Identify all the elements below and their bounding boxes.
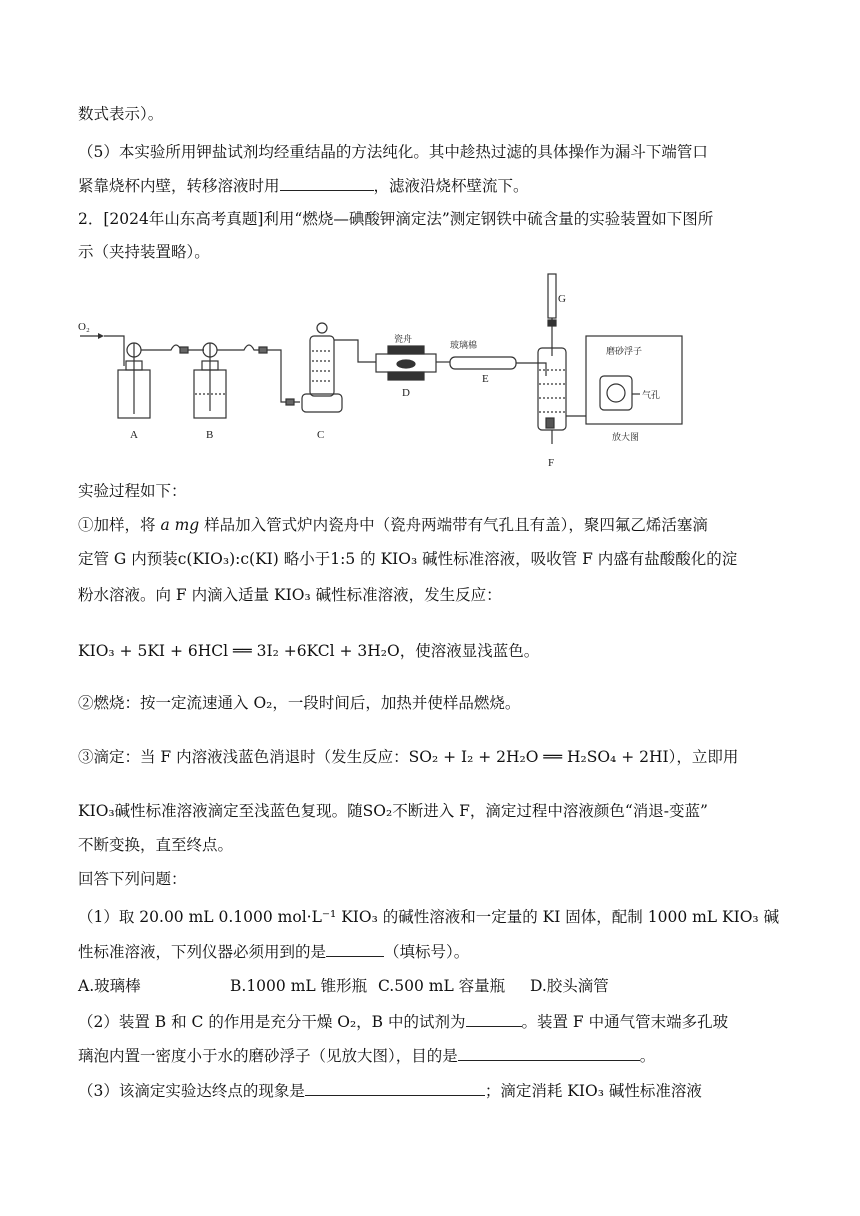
label-f: F xyxy=(548,457,555,469)
problem-2-title: 2．[2024年山东高考真题]利用“燃烧—碘酸钾滴定法”测定钢铁中硫含量的实验装置如下图所 xyxy=(78,210,714,228)
option-d: D.胶头滴管 xyxy=(530,977,609,995)
label-wool: 玻璃棉 xyxy=(450,341,478,351)
answer-blank[interactable] xyxy=(280,175,374,191)
option-a: A.玻璃棒 xyxy=(78,977,141,995)
label-o2: O₂ xyxy=(78,321,90,333)
equation-1: KIO₃ + 5KI + 6HCl ══ 3I₂ +6KCl + 3H₂O，使溶液显浅蓝色。 xyxy=(78,642,540,660)
answer-blank[interactable] xyxy=(458,1045,640,1061)
step-3-cont: KIO₃碱性标准溶液滴定至浅蓝色复现。随SO₂不断进入 F，滴定过程中溶液颜色“消退-变蓝” xyxy=(78,802,708,820)
label-b: B xyxy=(206,429,214,441)
label-g: G xyxy=(558,293,566,305)
question-5-cont: 紧靠烧杯内壁，转移溶液时用 ，滤液沿烧杯壁流下。 xyxy=(78,177,529,195)
step-1-cont2: 粉水溶液。向 F 内滴入适量 KIO₃ 碱性标准溶液，发生反应： xyxy=(78,586,502,604)
label-float: 磨砂浮子 xyxy=(606,347,643,357)
drying-tower-c xyxy=(310,336,334,396)
options-row xyxy=(78,975,609,997)
question-2-cont: 璃泡内置一密度小于水的磨砂浮子（见放大图），目的是 。 xyxy=(78,1047,656,1065)
answer-blank[interactable] xyxy=(466,1011,522,1027)
step-2: ②燃烧：按一定流速通入 O₂，一段时间后，加热并使样品燃烧。 xyxy=(78,694,521,712)
tube-e xyxy=(450,357,516,369)
porcelain-boat xyxy=(397,360,415,368)
label-a: A xyxy=(130,429,138,441)
label-e: E xyxy=(482,373,489,385)
option-b: B.1000 mL 锥形瓶 xyxy=(230,977,368,995)
questions-heading: 回答下列问题： xyxy=(78,870,187,888)
answer-blank[interactable] xyxy=(326,941,384,957)
burette-g xyxy=(548,274,556,318)
procedure-heading: 实验过程如下： xyxy=(78,482,187,500)
answer-blank[interactable] xyxy=(305,1080,485,1096)
step-3-cont2: 不断变换，直至终点。 xyxy=(78,836,234,854)
step-3: ③滴定：当 F 内溶液浅蓝色消退时（发生反应：SO₂ + I₂ + 2H₂O ══ H₂SO₄ + 2HI），立即用 xyxy=(78,748,739,766)
step-1: ①加样，将 a mg 样品加入管式炉内瓷舟中（瓷舟两端带有气孔且有盖），聚四氟乙烯活塞滴 xyxy=(78,516,708,534)
label-zoom: 放大图 xyxy=(612,433,640,443)
question-1: （1）取 20.00 mL 0.1000 mol·L⁻¹ KIO₃ 的碱性溶液和一定量的 KI 固体，配制 1000 mL KIO₃ 碱 xyxy=(78,908,780,926)
question-5: （5）本实验所用钾盐试剂均经重结晶的方法纯化。其中趁热过滤的具体操作为漏斗下端管口 xyxy=(78,143,708,161)
tube-c-d xyxy=(334,340,376,362)
text-line-1: 数式表示）。 xyxy=(78,105,164,123)
tube-to-a xyxy=(104,336,124,366)
step-1-cont: 定管 G 内预装c(KIO₃):c(KI) 略小于1:5 的 KIO₃ 碱性标准溶液，吸收管 F 内盛有盐酸酸化的淀 xyxy=(78,550,738,568)
tube-a-b xyxy=(141,345,204,350)
question-3: （3）该滴定实验达终点的现象是 ；滴定消耗 KIO₃ 碱性标准溶液 xyxy=(78,1082,702,1100)
apparatus-diagram xyxy=(76,266,696,476)
question-1-cont: 性标准溶液，下列仪器必须用到的是 （填标号）。 xyxy=(78,943,470,961)
label-boat: 瓷舟 xyxy=(394,335,413,345)
option-c: C.500 mL 容量瓶 xyxy=(378,977,506,995)
label-d: D xyxy=(402,387,410,399)
label-c: C xyxy=(317,429,325,441)
problem-2-title-cont: 示（夹持装置略）。 xyxy=(78,243,210,261)
question-2: （2）装置 B 和 C 的作用是充分干燥 O₂，B 中的试剂为 。装置 F 中通气管末端多孔玻 xyxy=(78,1013,729,1031)
label-hole: 气孔 xyxy=(642,391,661,401)
